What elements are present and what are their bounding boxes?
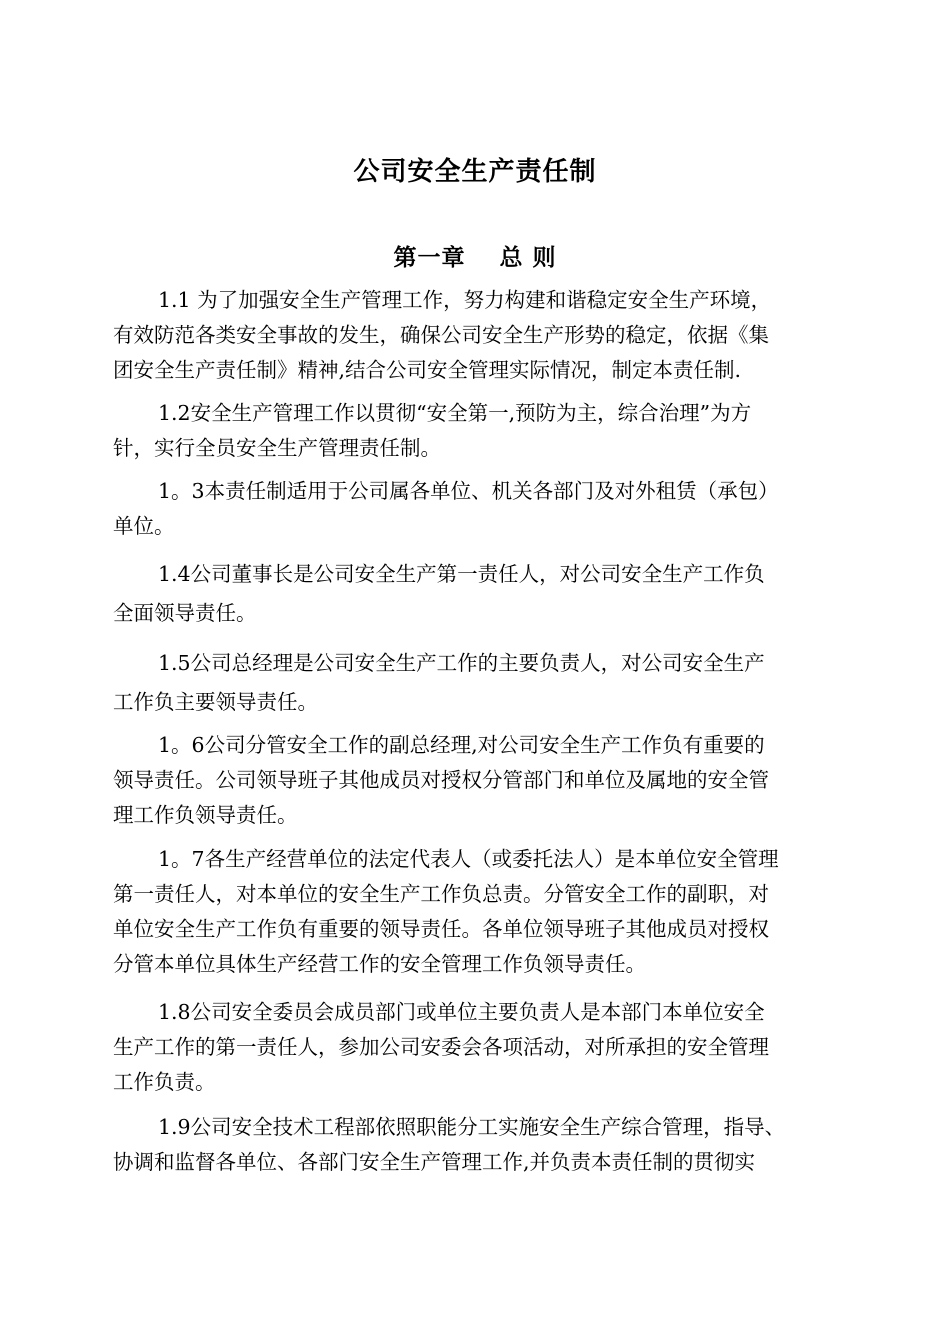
paragraph-line: 工作负主要领导责任。 [113, 690, 318, 714]
paragraph-line: 1。6公司分管安全工作的副总经理,对公司安全生产工作负有重要的 [158, 733, 765, 757]
chapter-name: 总 则 [499, 245, 557, 271]
chapter-number: 第一章 [393, 245, 466, 271]
paragraph-line: 第一责任人，对本单位的安全生产工作负总责。分管安全工作的副职，对 [113, 882, 769, 906]
paragraph-1-6 [113, 728, 853, 833]
paragraph-line: 1.1 为了加强安全生产管理工作，努力构建和谐稳定安全生产环境， [158, 288, 772, 312]
paragraph-line: 1.9公司安全技术工程部依照职能分工实施安全生产综合管理，指导、 [158, 1115, 786, 1139]
paragraph-1-9 [113, 1110, 853, 1180]
chapter-heading [0, 238, 950, 278]
document-title: 公司安全生产责任制 [353, 157, 597, 187]
paragraph-line: 领导责任。公司领导班子其他成员对授权分管部门和单位及属地的安全管 [113, 768, 769, 792]
paragraph-line: 有效防范各类安全事故的发生，确保公司安全生产形势的稳定，依据《集 [113, 323, 769, 347]
paragraph-line: 分管本单位具体生产经营工作的安全管理工作负领导责任。 [113, 952, 646, 976]
paragraph-line: 1.8公司安全委员会成员部门或单位主要负责人是本部门本单位安全 [158, 1000, 765, 1024]
paragraph-1-1 [113, 283, 853, 388]
paragraph-1-4 [113, 555, 853, 633]
paragraph-line: 1.5公司总经理是公司安全生产工作的主要负责人，对公司安全生产 [158, 651, 765, 675]
paragraph-line: 理工作负领导责任。 [113, 803, 298, 827]
paragraph-line: 工作负责。 [113, 1070, 216, 1094]
paragraph-line: 全面领导责任。 [113, 601, 257, 625]
paragraph-line: 协调和监督各单位、各部门安全生产管理工作,并负责本责任制的贯彻实 [113, 1150, 756, 1174]
paragraph-1-5 [113, 644, 853, 722]
paragraph-line: 1.4公司董事长是公司安全生产第一责任人，对公司安全生产工作负 [158, 562, 765, 586]
paragraph-line: 生产工作的第一责任人，参加公司安委会各项活动，对所承担的安全管理 [113, 1035, 769, 1059]
paragraph-line: 单位。 [113, 514, 175, 538]
paragraph-1-3 [113, 474, 853, 544]
paragraph-line: 团安全生产责任制》精神,结合公司安全管理实际情况，制定本责任制. [113, 358, 742, 382]
paragraph-line: 1。3本责任制适用于公司属各单位、机关各部门及对外租赁（承包） [158, 479, 779, 503]
paragraph-1-8 [113, 995, 853, 1100]
paragraph-line: 1。7各生产经营单位的法定代表人（或委托法人）是本单位安全管理 [158, 847, 779, 871]
paragraph-1-7 [113, 842, 853, 982]
paragraph-line: 1.2安全生产管理工作以贯彻“安全第一,预防为主，综合治理”为方 [158, 401, 752, 425]
paragraph-line: 单位安全生产工作负有重要的领导责任。各单位领导班子其他成员对授权 [113, 917, 769, 941]
paragraph-line: 针，实行全员安全生产管理责任制。 [113, 436, 441, 460]
paragraph-1-2 [113, 396, 853, 466]
